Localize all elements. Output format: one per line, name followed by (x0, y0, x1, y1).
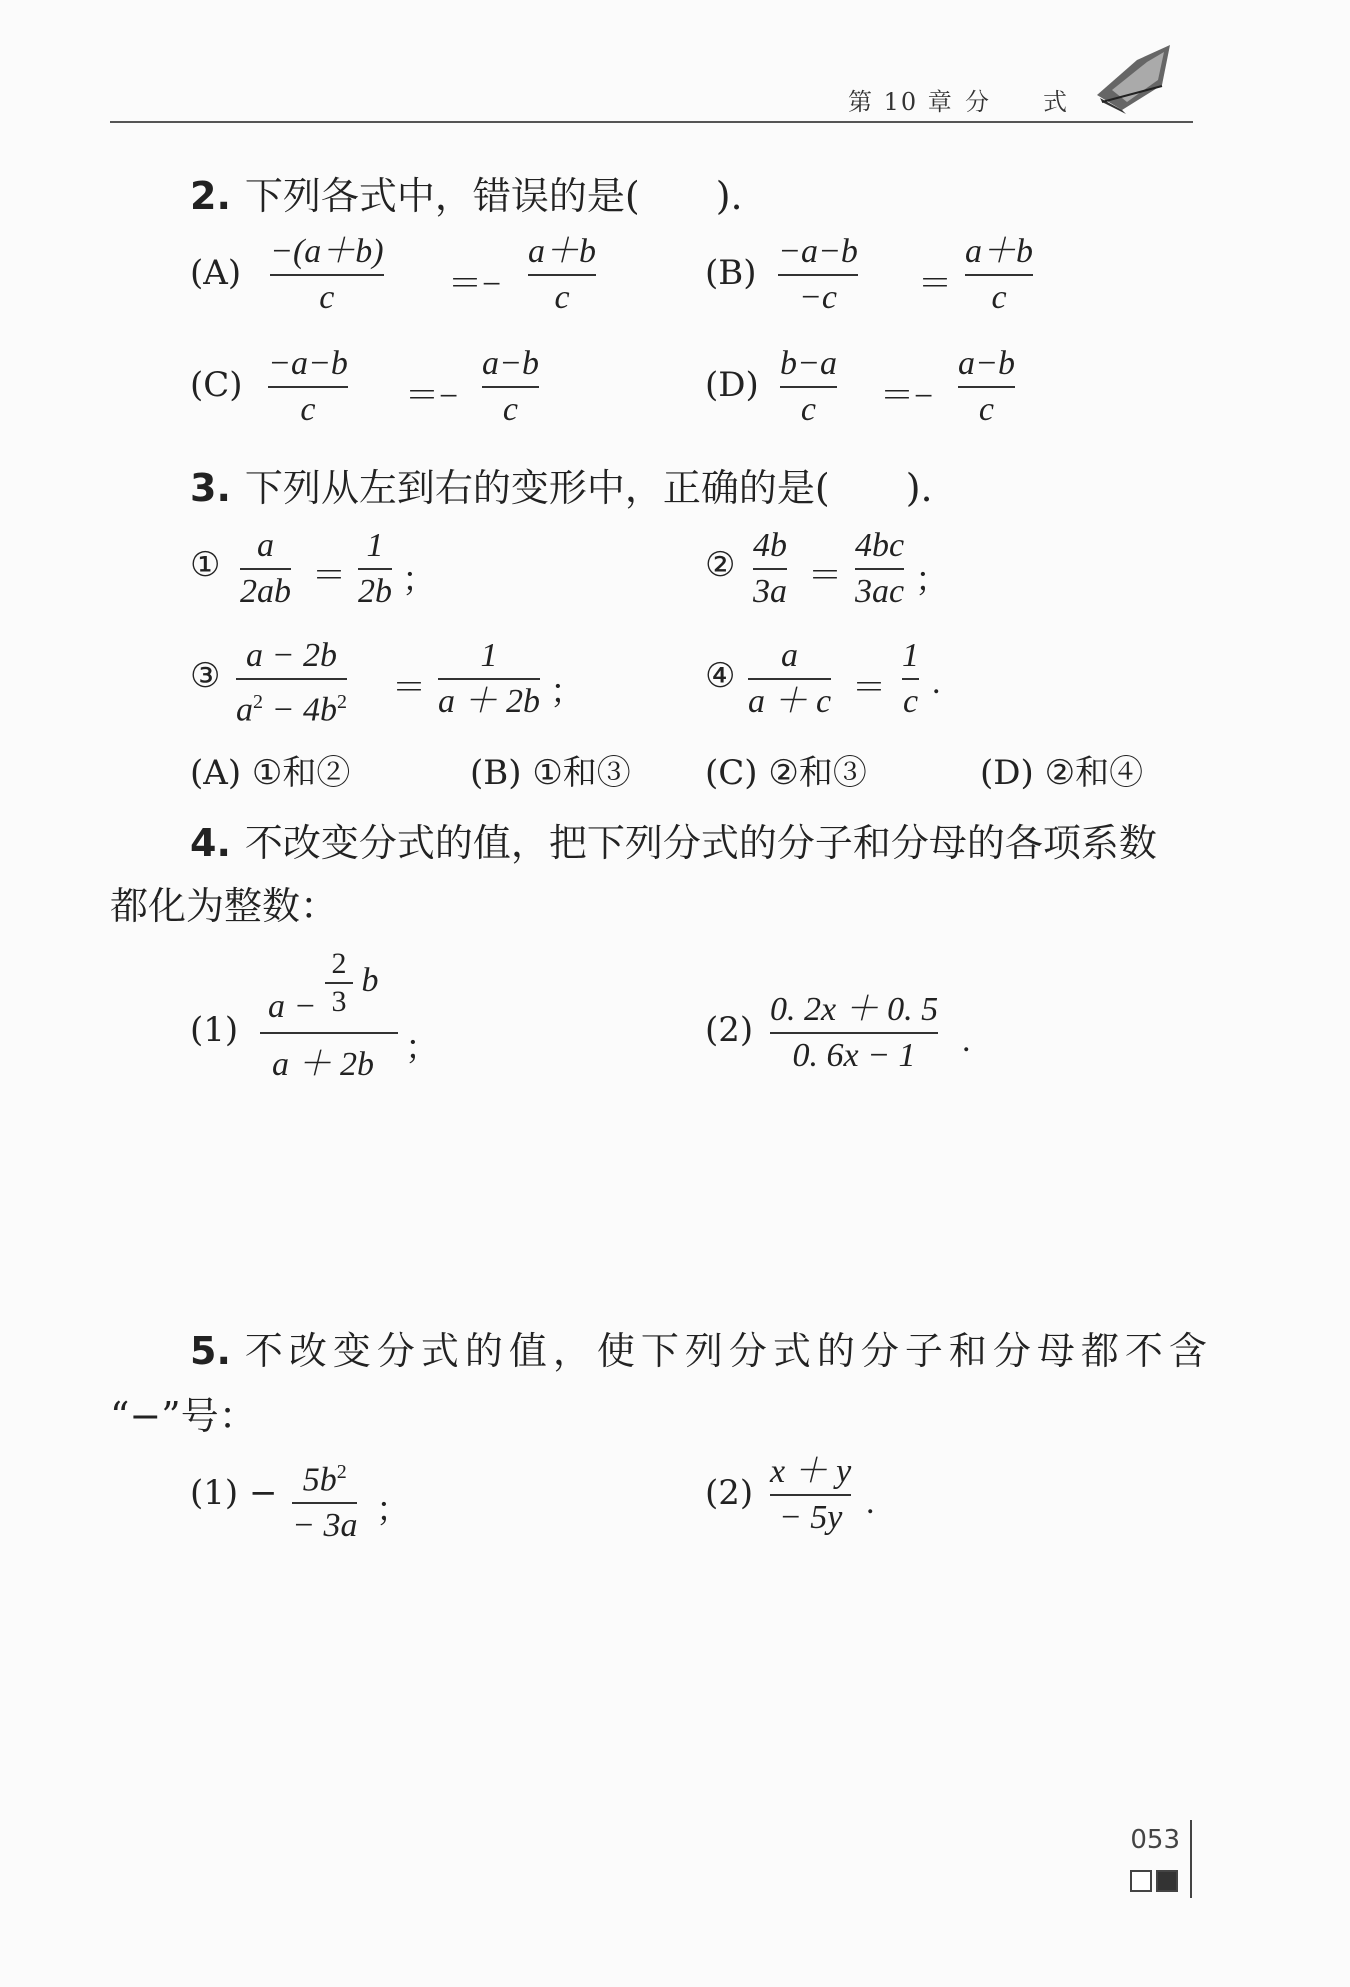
q2-option-d-label: (D) (705, 365, 759, 405)
footer-square-empty (1130, 1870, 1152, 1892)
q2-number: 2. (190, 174, 231, 218)
header-rule (110, 121, 1193, 123)
q4-part-2-label: (2) (705, 1010, 754, 1050)
q3-i3-end: ； (550, 674, 584, 711)
book-icon (1092, 40, 1172, 115)
q2-c-lhs-fraction: −a−b c (268, 345, 348, 428)
q2-stem (190, 165, 743, 220)
q4-text-line-1: 不改变分式的值，把下列分式的分子和分母的各项系数 (244, 821, 1157, 865)
q2-b-lhs-fraction: −a−b −c (778, 233, 858, 316)
q2-option-b-label: (B) (705, 253, 757, 293)
q4-p2-fraction: 0. 2x ＋ 0. 5 0. 6x − 1 (770, 991, 939, 1074)
q5-p2-end: . (866, 1484, 875, 1521)
q4-p1-denominator: a ＋ 2b (272, 1046, 374, 1083)
q5-p1-fraction: $5b^2$ − 3a (292, 1461, 358, 1545)
q5-stem-line-1 (190, 1320, 1213, 1375)
q2-option-a-label: (A) (190, 253, 242, 293)
footer-rule (1190, 1820, 1192, 1898)
q4-p1-numerator: a − $\frac{2}{3}$ b (268, 947, 379, 1025)
q4-p1-fraction-bar (260, 1032, 398, 1034)
q5-part-2-label: (2) (705, 1473, 754, 1513)
q3-i4-lhs-fraction: a a ＋ c (748, 637, 832, 720)
q2-d-equals: ＝− (880, 378, 934, 415)
q3-i3-equals: ＝ (392, 670, 426, 707)
footer-square-filled (1156, 1870, 1178, 1892)
q2-d-rhs-fraction: a−b c (958, 345, 1015, 428)
q3-i4-equals: ＝ (852, 670, 886, 707)
q3-choice-a: (A) ①和② (190, 753, 351, 793)
q5-p1-end: ； (376, 1492, 410, 1529)
q4-p2-end: . (962, 1022, 971, 1059)
q3-choice-c: (C) ②和③ (705, 753, 867, 793)
q3-i1-lhs-fraction: a 2ab (240, 527, 291, 610)
q3-i2-equals: ＝ (808, 558, 842, 595)
q3-i1-equals: ＝ (312, 558, 346, 595)
q5-p2-fraction: x ＋ y − 5y (770, 1453, 852, 1536)
q4-text-line-2: 都化为整数： (110, 884, 339, 928)
q2-a-equals: ＝− (448, 266, 502, 303)
q2-c-rhs-fraction: a−b c (482, 345, 539, 428)
q3-i2-rhs-fraction: 4bc 3ac (855, 527, 905, 610)
chapter-title-char-1: 分 (965, 88, 991, 116)
q5-text-line-2: “−”号： (110, 1394, 257, 1438)
q3-i3-rhs-fraction: 1 a ＋ 2b (438, 637, 540, 720)
q3-i2-end: ； (915, 562, 949, 599)
q5-text-line-1: 不改变分式的值，使下列分式的分子和分母都不含 (244, 1329, 1213, 1373)
q2-c-equals: ＝− (405, 378, 459, 415)
q3-item-3-mark: ③ (190, 656, 221, 696)
q2-b-rhs-fraction: a＋b c (965, 233, 1033, 316)
chapter-title-char-2: 式 (1043, 88, 1069, 116)
q5-number: 5. (190, 1329, 231, 1373)
q2-option-c-label: (C) (190, 365, 243, 405)
q3-number: 3. (190, 466, 231, 510)
q3-i3-lhs-fraction: a − 2b $a^2 - 4b^2$ (236, 637, 347, 729)
q3-item-1-mark: ① (190, 545, 221, 585)
q3-i4-end: . (932, 664, 941, 701)
q4-part-1-label: (1) (190, 1010, 239, 1050)
q3-choice-d: (D) ②和④ (980, 753, 1144, 793)
q4-stem-line-1 (190, 812, 1157, 867)
q2-text: 下列各式中，错误的是( ). (244, 174, 743, 218)
q2-a-lhs-fraction: −(a＋b) c (270, 233, 384, 316)
q3-i1-end: ； (402, 562, 436, 599)
q2-d-lhs-fraction: b−a c (780, 345, 837, 428)
chapter-label: 第 10 章 (848, 88, 954, 116)
q5-part-1-label: (1) − (190, 1473, 278, 1513)
q3-i1-rhs-fraction: 1 2b (358, 527, 392, 610)
q4-p1-end: ； (405, 1030, 439, 1067)
q2-a-rhs-fraction: a＋b c (528, 233, 596, 316)
q3-text: 下列从左到右的变形中，正确的是( ). (244, 466, 933, 510)
q3-item-2-mark: ② (705, 545, 736, 585)
q3-item-4-mark: ④ (705, 656, 736, 696)
page-number: 053 (1130, 1825, 1180, 1855)
q2-b-equals: ＝ (918, 266, 952, 303)
q3-i4-rhs-fraction: 1 c (902, 637, 919, 720)
q3-stem (190, 457, 933, 512)
q3-choice-b: (B) ①和③ (470, 753, 631, 793)
q3-i2-lhs-fraction: 4b 3a (753, 527, 787, 610)
q4-number: 4. (190, 821, 231, 865)
